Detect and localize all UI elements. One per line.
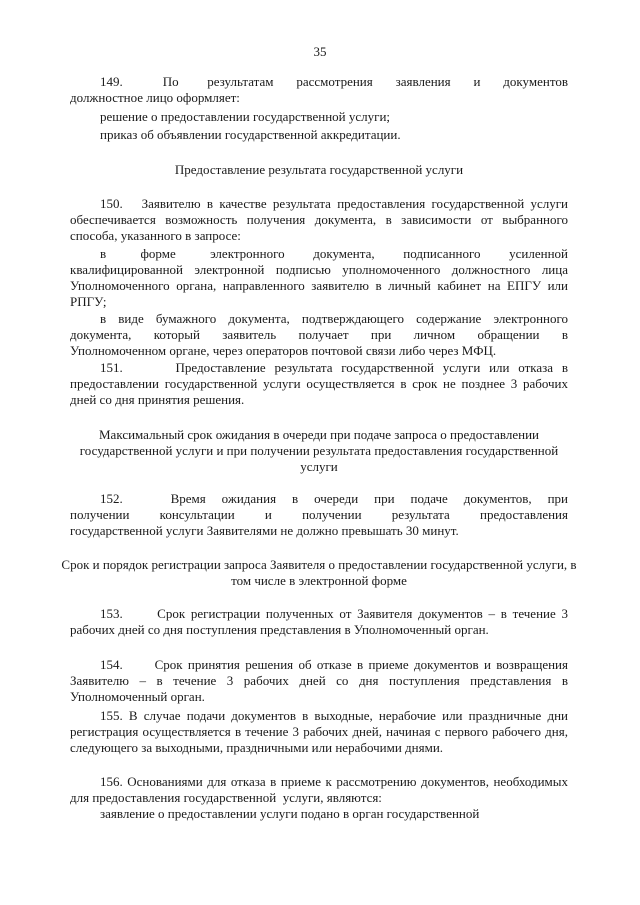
paragraph-text: 155. В случае подачи документов в выходные, нерабочие или праздничные дни регистрация осуществляется в течение 3 рабочих дней, начиная с первого рабочего дня, следующего за выходными, праздничными или нерабочими днями. bbox=[70, 708, 568, 755]
section-heading: Максимальный срок ожидания в очереди при подаче запроса о предоставлении государственной услуги и при получении результата предоставления государственной услуги bbox=[79, 427, 559, 474]
paragraph-151 bbox=[70, 360, 568, 408]
list-item-electronic bbox=[70, 246, 568, 310]
paragraph-text: в виде бумажного документа, подтверждающего содержание электронного документа, который заявитель получает при личном обращении в Уполномоченном органе, через операторов почтовой связи либо через МФЦ. bbox=[70, 311, 568, 358]
paragraph-154 bbox=[70, 657, 568, 705]
page-number: 35 bbox=[313, 44, 327, 59]
paragraph-text: заявление о предоставлении услуги подано в орган государственной bbox=[100, 806, 480, 821]
paragraph-text: 156. Основаниями для отказа в приеме к рассмотрению документов, необходимых для предоставления государственной услуги, являются: bbox=[70, 774, 568, 805]
list-item-refusal bbox=[70, 806, 568, 822]
paragraph-156 bbox=[70, 774, 568, 806]
paragraph-text: приказ об объявлении государственной аккредитации. bbox=[100, 127, 401, 142]
paragraph-text: 151. Предоставление результата государственной услуги или отказа в предоставлении государственной услуги осуществляется в срок не позднее 3 рабочих дней со дня принятия решения. bbox=[70, 360, 568, 407]
paragraph-153 bbox=[70, 606, 568, 638]
paragraph-text: 153. Срок регистрации полученных от Заявителя документов – в течение 3 рабочих дней со дня поступления представления в Уполномоченный орган. bbox=[70, 606, 568, 637]
paragraph-150 bbox=[70, 196, 568, 244]
paragraph-152 bbox=[70, 491, 568, 539]
paragraph-149 bbox=[70, 74, 568, 106]
paragraph-text: 150. Заявителю в качестве результата предоставления государственной услуги обеспечивается возможность получения документа, в зависимости от выбранного способа, указанного в запросе: bbox=[70, 196, 568, 243]
list-item-decision bbox=[70, 109, 568, 125]
paragraph-text: в форме электронного документа, подписанного усиленной квалифицированной электронной подписью уполномоченного должностного лица Уполномоченного органа, направленного заявителю в личный кабинет на ЕПГУ или РПГУ; bbox=[70, 246, 568, 309]
paragraph-155 bbox=[70, 708, 568, 756]
list-item-order bbox=[70, 127, 568, 143]
section-heading: Срок и порядок регистрации запроса Заявителя о предоставлении государственной услуги, в том числе в электронной форме bbox=[61, 557, 577, 588]
list-item-paper bbox=[70, 311, 568, 359]
paragraph-text: 152. Время ожидания в очереди при подаче документов, при получении консультации и получении результата предоставления государственной услуги Заявителями не должно превышать 30 минут. bbox=[70, 491, 568, 538]
paragraph-text: 154. Срок принятия решения об отказе в приеме документов и возвращения Заявителю – в течение 3 рабочих дней со дня поступления представления в Уполномоченный орган. bbox=[70, 657, 568, 704]
paragraph-text: 149. По результатам рассмотрения заявления и документов должностное лицо оформляет: bbox=[70, 74, 568, 105]
paragraph-text: решение о предоставлении государственной услуги; bbox=[100, 109, 391, 124]
section-heading: Предоставление результата государственной услуги bbox=[174, 162, 464, 177]
